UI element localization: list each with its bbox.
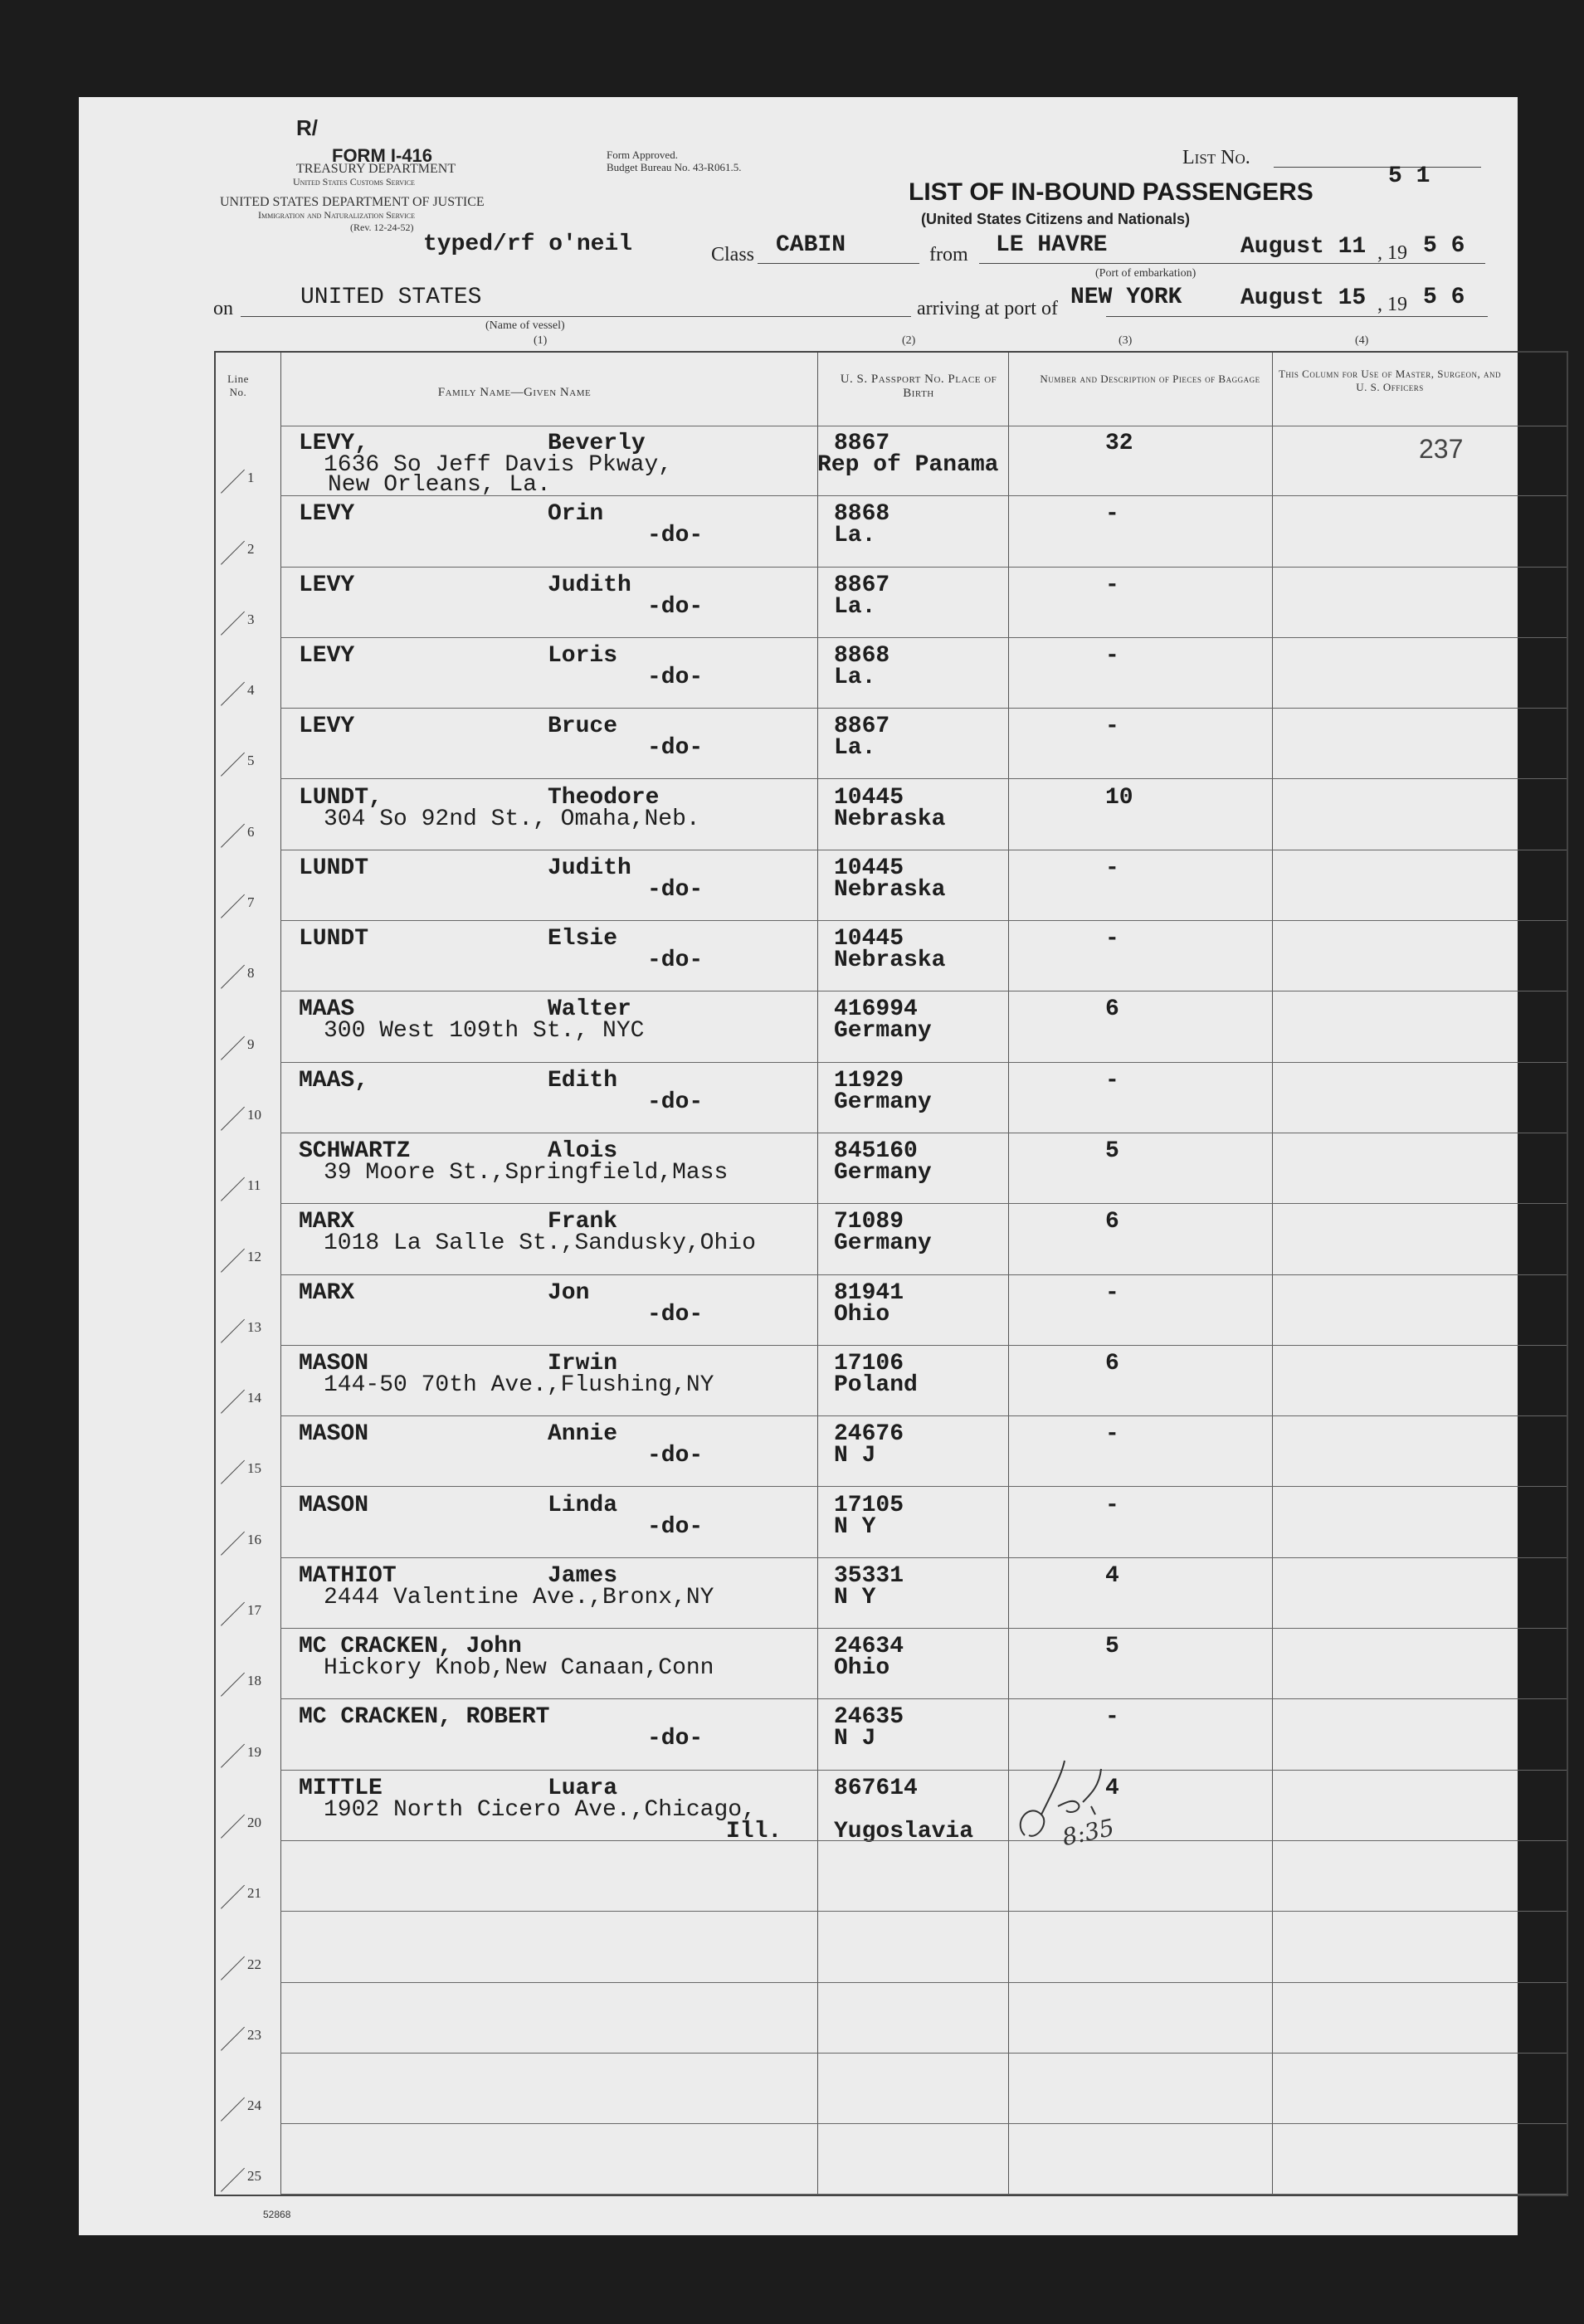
line-number: 7 (247, 894, 255, 911)
passport-number: 845160 (834, 1138, 918, 1164)
check-tick (221, 824, 245, 848)
table-row (216, 1841, 1567, 1912)
col-3-label: (3) (1119, 334, 1133, 347)
passport-number: 10445 (834, 784, 904, 811)
check-tick (221, 1532, 245, 1556)
passport-number: 8867 (834, 714, 890, 740)
check-tick (221, 611, 245, 636)
table-row (216, 780, 1567, 850)
vessel-label: (Name of vessel) (485, 319, 565, 332)
passport-number: 867614 (834, 1775, 918, 1801)
baggage-count: - (1105, 855, 1119, 881)
line-number: 25 (247, 2168, 261, 2185)
on-label: on (213, 298, 233, 319)
header-name: Family Name—Given Name (437, 386, 592, 399)
given-name: Jon (548, 1279, 590, 1306)
line-number: 19 (247, 1743, 261, 1760)
footer-code: 52868 (263, 2209, 291, 2220)
place-of-birth: Nebraska (834, 876, 946, 903)
family-name: MASON (299, 1350, 369, 1376)
place-of-birth: Germany (834, 1089, 932, 1115)
check-tick (221, 1602, 245, 1626)
check-tick (221, 470, 245, 494)
form-approved: Form Approved. (607, 149, 678, 161)
baggage-count: 32 (1105, 431, 1133, 456)
vessel-name: UNITED STATES (300, 285, 482, 310)
baggage-count: 4 (1105, 1775, 1119, 1801)
year-prefix-1: , 19 (1377, 242, 1407, 264)
table-row (216, 1558, 1567, 1629)
line-number: 9 (247, 1035, 255, 1052)
customs-service: United States Customs Service (293, 176, 415, 188)
given-name: Judith (548, 572, 631, 598)
line-number: 21 (247, 1885, 261, 1902)
from-label: from (929, 244, 968, 266)
family-name: MARX (299, 1209, 355, 1235)
vessel-underline (241, 316, 911, 317)
given-name: Linda (548, 1492, 618, 1518)
arrival-port-underline (1106, 316, 1488, 317)
baggage-count: - (1105, 1492, 1119, 1518)
given-name: Annie (548, 1421, 618, 1448)
place-of-birth: Poland (834, 1372, 918, 1398)
check-tick (221, 1390, 245, 1414)
line-number: 11 (247, 1177, 261, 1194)
passport-number: 8867 (834, 431, 890, 456)
col-2-label: (2) (902, 334, 916, 347)
ditto-mark: -do- (647, 523, 704, 549)
baggage-count: 4 (1105, 1562, 1119, 1589)
passport-number: 10445 (834, 855, 904, 881)
check-tick (221, 1743, 245, 1767)
family-name: LEVY (299, 714, 355, 740)
table-row (216, 2054, 1567, 2124)
address: Hickory Knob,New Canaan,Conn (324, 1655, 714, 1682)
treasury-department: TREASURY DEPARTMENT (296, 162, 456, 176)
port-embark-label: (Port of embarkation) (1095, 267, 1197, 280)
passport-number: 17105 (834, 1492, 904, 1518)
arrival-port: NEW YORK (1070, 285, 1182, 310)
header-baggage: Number and Description of Pieces of Baggage (1040, 373, 1260, 385)
family-name: LEVY, (299, 431, 369, 456)
family-name: MC CRACKEN, John (299, 1634, 522, 1660)
class-value: CABIN (776, 232, 846, 258)
table-row (216, 1699, 1567, 1770)
line-number: 2 (247, 540, 255, 557)
table-row (216, 1063, 1567, 1133)
check-tick (221, 1248, 245, 1272)
table-row (216, 850, 1567, 921)
baggage-count: - (1105, 1421, 1119, 1448)
passport-number: 24676 (834, 1421, 904, 1448)
departure-date: August 11 (1240, 234, 1367, 260)
place-of-birth: N Y (834, 1513, 876, 1540)
check-tick (221, 1460, 245, 1484)
place-of-birth: Germany (834, 1018, 932, 1045)
given-name: Edith (548, 1067, 618, 1094)
given-name: Irwin (548, 1350, 618, 1376)
address: 1018 La Salle St.,Sandusky,Ohio (324, 1230, 756, 1257)
baggage-count: - (1105, 642, 1119, 669)
family-name: MAAS (299, 996, 355, 1023)
family-name: LEVY (299, 501, 355, 528)
address: 144-50 70th Ave.,Flushing,NY (324, 1372, 714, 1398)
budget-bureau: Budget Bureau No. 43-R061.5. (607, 161, 742, 173)
family-name: MITTLE (299, 1775, 383, 1801)
line-number: 3 (247, 611, 255, 627)
check-tick (221, 1177, 245, 1201)
table-row (216, 1488, 1567, 1558)
baggage-count: - (1105, 714, 1119, 740)
class-label: Class (711, 244, 755, 266)
ditto-mark: -do- (647, 876, 704, 903)
line-number: 18 (247, 1673, 261, 1689)
family-name: MAAS, (299, 1067, 369, 1094)
baggage-count: 6 (1105, 1209, 1119, 1235)
baggage-count: - (1105, 926, 1119, 952)
check-tick (221, 965, 245, 989)
baggage-count: - (1105, 1067, 1119, 1094)
departure-year: 5 6 (1423, 233, 1465, 259)
justice-department: UNITED STATES DEPARTMENT OF JUSTICE (220, 195, 485, 209)
ditto-mark: -do- (647, 735, 704, 762)
baggage-count: 6 (1105, 1350, 1119, 1376)
line-number: 20 (247, 1814, 261, 1830)
table-row (216, 1204, 1567, 1274)
family-name: MASON (299, 1492, 369, 1518)
family-name: LUNDT (299, 855, 369, 881)
class-underline (758, 263, 919, 264)
address: 304 So 92nd St., Omaha,Neb. (324, 806, 700, 832)
check-tick (221, 753, 245, 777)
table-row (216, 709, 1567, 779)
passport-number: 416994 (834, 996, 918, 1023)
passport-number: 17106 (834, 1350, 904, 1376)
typist-note: typed/rf o'neil (423, 231, 633, 257)
table-row (216, 921, 1567, 991)
place-of-birth: Germany (834, 1160, 932, 1186)
row-rule (280, 2194, 1567, 2195)
place-of-birth: Germany (834, 1230, 932, 1257)
header-officers: This Column for Use of Master, Surgeon, and U. S. Officers (1278, 368, 1502, 393)
col-4-label: (4) (1355, 334, 1369, 347)
given-name: Walter (548, 996, 631, 1023)
mark: R/ (296, 115, 318, 140)
line-number: 16 (247, 1531, 261, 1547)
family-name: MARX (299, 1279, 355, 1306)
given-name: Loris (548, 642, 618, 669)
check-tick (221, 540, 245, 564)
line-number: 17 (247, 1602, 261, 1619)
arriving-label: arriving at port of (917, 298, 1058, 319)
check-tick (221, 894, 245, 918)
address: 1636 So Jeff Davis Pkway, (324, 452, 673, 478)
immigration-service: Immigration and Naturalization Service (258, 209, 416, 221)
place-of-birth: Nebraska (834, 948, 946, 974)
address-line-2: Ill. (726, 1818, 782, 1844)
line-number: 1 (247, 470, 255, 486)
ditto-mark: -do- (647, 1513, 704, 1540)
baggage-count: - (1105, 1279, 1119, 1306)
check-tick (221, 1956, 245, 1980)
address: 300 West 109th St., NYC (324, 1018, 645, 1045)
header-line-no: Line No. (227, 373, 249, 398)
list-no-label: List No. (1182, 147, 1250, 168)
place-of-birth: N Y (834, 1584, 876, 1610)
family-name: MASON (299, 1421, 369, 1448)
ditto-mark: -do- (647, 593, 704, 620)
year-prefix-2: , 19 (1377, 294, 1407, 315)
line-number: 4 (247, 682, 255, 699)
check-tick (221, 1815, 245, 1839)
place-of-birth: La. (834, 664, 876, 690)
ditto-mark: -do- (647, 1726, 704, 1752)
passport-number: 35331 (834, 1562, 904, 1589)
check-tick (221, 1107, 245, 1131)
line-number: 8 (247, 965, 255, 982)
address: 2444 Valentine Ave.,Bronx,NY (324, 1584, 714, 1610)
table-row (216, 426, 1567, 496)
place-of-birth: Yugoslavia (834, 1818, 974, 1844)
line-number: 6 (247, 823, 255, 840)
place-of-birth: N J (834, 1726, 876, 1752)
list-no-underline (1274, 167, 1481, 168)
check-tick (221, 682, 245, 706)
port-of-embarkation: LE HAVRE (996, 232, 1108, 258)
family-name: LUNDT, (299, 784, 383, 811)
given-name: Orin (548, 501, 604, 528)
check-tick (221, 1673, 245, 1697)
baggage-count: 10 (1105, 784, 1133, 811)
table-row (216, 1133, 1567, 1204)
page-title: LIST OF IN-BOUND PASSENGERS (909, 178, 1314, 206)
table-row (216, 568, 1567, 638)
check-tick (221, 2027, 245, 2051)
line-number: 22 (247, 1956, 261, 1972)
line-number: 15 (247, 1460, 261, 1477)
form-sheet (79, 97, 1518, 2235)
check-tick (221, 1885, 245, 1909)
given-name: James (548, 1562, 618, 1589)
family-name: SCHWARTZ (299, 1138, 411, 1164)
family-name: LUNDT (299, 926, 369, 952)
table-row (216, 991, 1567, 1062)
passport-number: 81941 (834, 1279, 904, 1306)
given-name: Bruce (548, 714, 618, 740)
line-number: 14 (247, 1390, 261, 1406)
page-subtitle: (United States Citizens and Nationals) (921, 211, 1191, 227)
ditto-mark: -do- (647, 664, 704, 690)
check-tick (221, 2097, 245, 2122)
address: 39 Moore St.,Springfield,Mass (324, 1160, 729, 1186)
place-of-birth: La. (834, 735, 876, 762)
line-number: 10 (247, 1106, 261, 1123)
passport-number: 11929 (834, 1067, 904, 1094)
revision-date: (Rev. 12-24-52) (350, 222, 414, 233)
check-tick (221, 1319, 245, 1343)
line-number: 12 (247, 1248, 261, 1264)
passport-number: 8868 (834, 501, 890, 528)
col-1-label: (1) (534, 334, 548, 347)
check-tick (221, 2168, 245, 2192)
table-row (216, 1912, 1567, 1982)
table-row (216, 638, 1567, 709)
place-of-birth: Ohio (834, 1655, 890, 1682)
place-of-birth: La. (834, 593, 876, 620)
place-of-birth: Nebraska (834, 806, 946, 832)
table-row (216, 1346, 1567, 1416)
baggage-count: 6 (1105, 996, 1119, 1023)
passport-number: 8868 (834, 642, 890, 669)
line-number: 5 (247, 753, 255, 769)
given-name: Elsie (548, 926, 618, 952)
line-number: 24 (247, 2097, 261, 2114)
table-row (216, 2124, 1567, 2195)
check-tick (221, 1035, 245, 1060)
form-number: FORM I-416 (332, 145, 433, 166)
place-of-birth: N J (834, 1443, 876, 1469)
passenger-table (214, 351, 1568, 2196)
given-name: Luara (548, 1775, 618, 1801)
baggage-count: - (1105, 501, 1119, 528)
place-of-birth: Rep of Panama (817, 452, 999, 478)
baggage-count: - (1105, 1704, 1119, 1731)
table-row (216, 496, 1567, 567)
date1-underline (1224, 263, 1485, 264)
table-row (216, 1416, 1567, 1487)
table-row (216, 1983, 1567, 2054)
given-name: Judith (548, 855, 631, 881)
family-name: MC CRACKEN, ROBERT (299, 1704, 550, 1731)
place-of-birth: La. (834, 523, 876, 549)
table-row (216, 1629, 1567, 1699)
line-number: 23 (247, 2026, 261, 2043)
passport-number: 8867 (834, 572, 890, 598)
passport-number: 71089 (834, 1209, 904, 1235)
family-name: LEVY (299, 572, 355, 598)
arrival-date: August 15 (1240, 285, 1367, 311)
passport-number: 24634 (834, 1634, 904, 1660)
list-number: 5 1 (1388, 163, 1430, 189)
baggage-count: 5 (1105, 1634, 1119, 1660)
ditto-mark: -do- (647, 948, 704, 974)
family-name: MATHIOT (299, 1562, 397, 1589)
given-name: Beverly (548, 431, 646, 456)
ditto-mark: -do- (647, 1089, 704, 1115)
given-name: Theodore (548, 784, 660, 811)
arrival-year: 5 6 (1423, 285, 1465, 310)
officer-note: 237 (1419, 434, 1464, 464)
handwritten-note: 8:35 (1060, 1813, 1117, 1852)
baggage-count: - (1105, 572, 1119, 598)
ditto-mark: -do- (647, 1443, 704, 1469)
passport-number: 24635 (834, 1704, 904, 1731)
place-of-birth: Ohio (834, 1301, 890, 1328)
family-name: LEVY (299, 642, 355, 669)
address-line-2: New Orleans, La. (328, 472, 551, 498)
address: 1902 North Cicero Ave.,Chicago, (324, 1796, 756, 1823)
table-row (216, 1275, 1567, 1346)
table-row (216, 1771, 1567, 1844)
given-name: Frank (548, 1209, 618, 1235)
line-number: 13 (247, 1318, 261, 1335)
ditto-mark: -do- (647, 1301, 704, 1328)
header-passport: U. S. Passport No. Place of Birth (840, 373, 997, 400)
baggage-count: 5 (1105, 1138, 1119, 1164)
given-name: Alois (548, 1138, 618, 1164)
passport-number: 10445 (834, 926, 904, 952)
